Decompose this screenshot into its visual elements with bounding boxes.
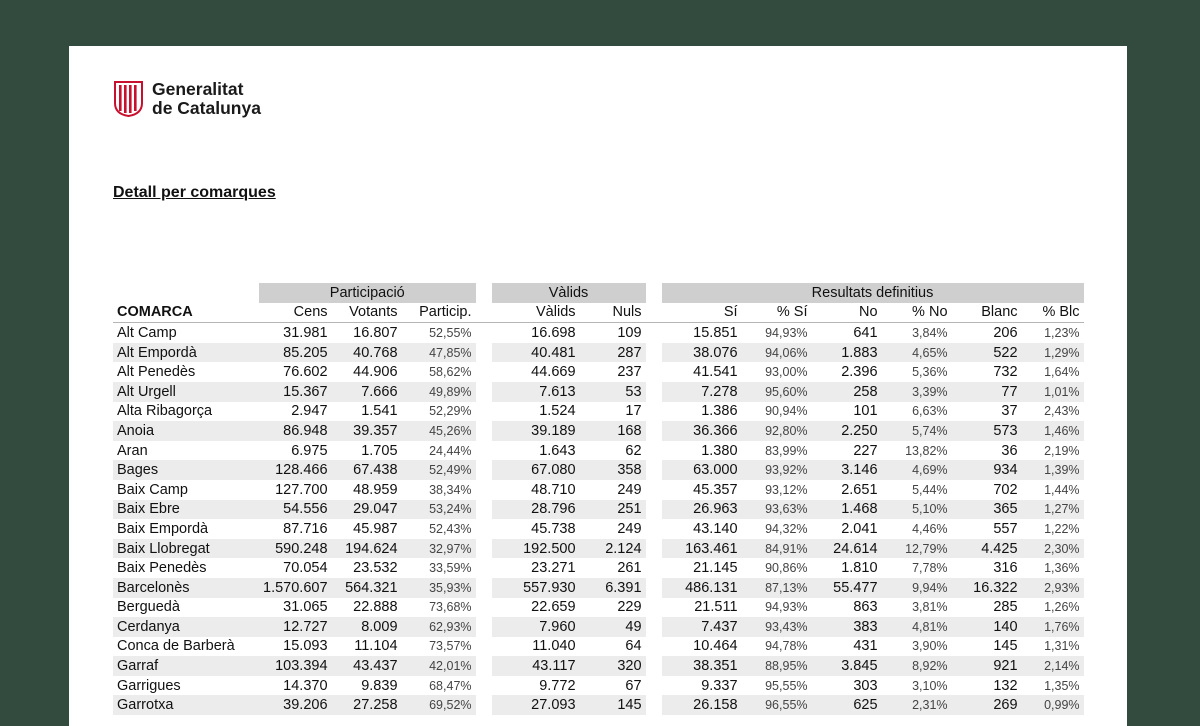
group-valids: Vàlids <box>492 283 646 303</box>
col-votants: Votants <box>332 303 402 323</box>
cell-votants: 7.666 <box>332 382 402 402</box>
col-si: Sí <box>662 303 742 323</box>
cell-si: 7.437 <box>662 617 742 637</box>
cell-pct-no: 12,79% <box>882 539 952 559</box>
cell-blanc: 269 <box>952 695 1022 715</box>
group-header-row <box>113 283 1084 303</box>
cell-no: 3.845 <box>812 656 882 676</box>
cell-particip: 52,55% <box>429 325 472 340</box>
col-pct-si: % Sí <box>742 303 812 323</box>
cell-no: 3.146 <box>812 460 882 480</box>
cell-si: 1.380 <box>701 442 738 459</box>
cell-particip: 62,93% <box>402 617 476 637</box>
cell-pct-si: 90,86% <box>765 561 808 576</box>
cell-nuls: 6.391 <box>580 578 646 598</box>
cell-valids: 44.669 <box>531 364 576 381</box>
cell-particip: 52,29% <box>429 404 472 419</box>
cell-particip: 53,24% <box>402 500 476 520</box>
cell-pct-blc: 1,23% <box>1044 325 1080 340</box>
cell-particip: 73,57% <box>429 639 472 654</box>
col-nuls: Nuls <box>580 303 646 323</box>
table-row <box>113 460 1084 480</box>
cell-si: 45.357 <box>693 481 738 498</box>
cell-pct-no: 5,36% <box>912 365 948 380</box>
cell-votants: 48.959 <box>353 481 398 498</box>
cell-pct-si: 84,91% <box>742 539 812 559</box>
cell-blanc: 16.322 <box>952 578 1022 598</box>
cell-votants: 8.009 <box>332 617 402 637</box>
cell-si: 21.145 <box>693 560 738 577</box>
table-row <box>113 519 1084 539</box>
cell-pct-no: 7,78% <box>912 561 948 576</box>
cell-valids: 48.710 <box>531 481 576 498</box>
cell-no: 1.810 <box>841 560 878 577</box>
cell-si: 41.541 <box>693 364 738 381</box>
table-row <box>113 617 1084 637</box>
cell-cens: 70.054 <box>283 560 328 577</box>
cell-cens: 54.556 <box>259 500 332 520</box>
cell-pct-si: 94,06% <box>742 343 812 363</box>
cell-pct-blc: 2,30% <box>1022 539 1084 559</box>
cell-si: 26.963 <box>662 500 742 520</box>
cell-no: 625 <box>812 695 882 715</box>
col-no: No <box>812 303 882 323</box>
cell-si: 36.366 <box>662 421 742 441</box>
cell-valids: 7.613 <box>492 382 580 402</box>
table-row <box>113 402 1084 422</box>
cell-cens: 6.975 <box>291 442 328 459</box>
cell-pct-no: 3,10% <box>912 678 948 693</box>
cell-cens: 128.466 <box>259 460 332 480</box>
cell-pct-no: 4,65% <box>882 343 952 363</box>
cell-valids: 1.643 <box>539 442 576 459</box>
col-comarca: COMARCA <box>113 303 259 323</box>
cell-no: 431 <box>853 638 878 655</box>
cell-comarca: Alt Empordà <box>113 343 259 363</box>
cell-no: 1.468 <box>812 500 882 520</box>
cell-nuls: 237 <box>617 364 642 381</box>
cell-no: 258 <box>812 382 882 402</box>
cell-votants: 29.047 <box>332 500 402 520</box>
cell-particip: 52,43% <box>429 521 472 536</box>
cell-pct-no: 3,90% <box>912 639 948 654</box>
cell-pct-blc: 2,43% <box>1044 404 1080 419</box>
cell-nuls: 62 <box>625 442 642 459</box>
cell-blanc: 37 <box>1001 403 1018 420</box>
cell-comarca: Alt Penedès <box>117 364 196 381</box>
cell-blanc: 702 <box>993 481 1018 498</box>
cell-cens: 15.093 <box>283 638 328 655</box>
cell-blanc: 365 <box>952 500 1022 520</box>
cell-cens: 103.394 <box>259 656 332 676</box>
cell-votants: 44.906 <box>353 364 398 381</box>
cell-blanc: 140 <box>952 617 1022 637</box>
cell-comarca: Baix Llobregat <box>113 539 259 559</box>
cell-valids: 22.659 <box>531 599 576 616</box>
cell-si: 63.000 <box>662 460 742 480</box>
cell-pct-no: 9,94% <box>882 578 952 598</box>
table-row <box>113 695 1084 715</box>
cell-pct-blc: 1,31% <box>1044 639 1080 654</box>
table-row <box>113 500 1084 520</box>
col-cens: Cens <box>259 303 332 323</box>
cell-no: 863 <box>853 599 878 616</box>
table-row <box>113 441 1084 461</box>
cell-cens: 86.948 <box>259 421 332 441</box>
cell-pct-si: 83,99% <box>765 443 808 458</box>
group-participacio: Participació <box>259 283 476 303</box>
cell-blanc: 206 <box>993 324 1018 341</box>
cell-valids: 16.698 <box>531 324 576 341</box>
table-row <box>113 362 1084 382</box>
cell-votants: 1.541 <box>361 403 398 420</box>
cell-nuls: 49 <box>580 617 646 637</box>
table-row <box>113 343 1084 363</box>
cell-pct-no: 8,92% <box>882 656 952 676</box>
table-row <box>113 323 1084 343</box>
cell-pct-blc: 0,99% <box>1022 695 1084 715</box>
cell-no: 24.614 <box>812 539 882 559</box>
cell-nuls: 145 <box>580 695 646 715</box>
cell-no: 641 <box>853 324 878 341</box>
cell-blanc: 573 <box>952 421 1022 441</box>
cell-pct-si: 88,95% <box>742 656 812 676</box>
cell-pct-no: 6,63% <box>912 404 948 419</box>
org-name-line1: Generalitat <box>152 79 244 99</box>
cell-blanc: 934 <box>952 460 1022 480</box>
cell-si: 21.511 <box>694 599 738 616</box>
cell-cens: 39.206 <box>259 695 332 715</box>
cell-pct-si: 93,63% <box>742 500 812 520</box>
cell-blanc: 921 <box>952 656 1022 676</box>
col-pct-blc: % Blc <box>1022 303 1084 323</box>
cell-valids: 28.796 <box>492 500 580 520</box>
cell-particip: 69,52% <box>402 695 476 715</box>
table-row <box>113 637 1084 657</box>
results-body <box>113 323 1084 715</box>
cell-particip: 24,44% <box>429 443 472 458</box>
cell-pct-blc: 1,01% <box>1022 382 1084 402</box>
cell-blanc: 145 <box>993 638 1018 655</box>
cell-comarca: Aran <box>117 442 148 459</box>
cell-valids: 67.080 <box>492 460 580 480</box>
cell-si: 9.337 <box>701 677 738 694</box>
cell-valids: 23.271 <box>531 560 576 577</box>
cell-particip: 52,49% <box>402 460 476 480</box>
cell-nuls: 251 <box>580 500 646 520</box>
section-title: Detall per comarques <box>113 184 276 201</box>
cell-pct-no: 3,81% <box>912 600 948 615</box>
cell-nuls: 17 <box>625 403 642 420</box>
table-row <box>113 598 1084 618</box>
cell-si: 7.278 <box>662 382 742 402</box>
generalitat-logo <box>113 80 261 118</box>
cell-nuls: 67 <box>625 677 642 694</box>
table-row <box>113 480 1084 500</box>
cell-si: 10.464 <box>693 638 738 655</box>
cell-particip: 58,62% <box>429 365 472 380</box>
cell-comarca: Anoia <box>113 421 259 441</box>
cell-votants: 194.624 <box>332 539 402 559</box>
cell-pct-no: 4,69% <box>882 460 952 480</box>
cell-nuls: 249 <box>617 481 642 498</box>
cell-pct-si: 87,13% <box>742 578 812 598</box>
table-row <box>113 382 1084 402</box>
cell-comarca: Alta Ribagorça <box>117 403 213 420</box>
group-resultats: Resultats definitius <box>662 283 1084 303</box>
cell-nuls: 53 <box>580 382 646 402</box>
cell-valids: 43.117 <box>492 656 580 676</box>
cell-pct-si: 90,94% <box>765 404 808 419</box>
cell-pct-blc: 1,64% <box>1044 365 1080 380</box>
cell-valids: 45.738 <box>531 520 576 537</box>
cell-nuls: 287 <box>580 343 646 363</box>
cell-particip: 35,93% <box>402 578 476 598</box>
results-table <box>113 283 1084 715</box>
cell-particip: 49,89% <box>402 382 476 402</box>
col-valids: Vàlids <box>492 303 580 323</box>
cell-particip: 38,34% <box>429 482 472 497</box>
cell-valids: 27.093 <box>492 695 580 715</box>
cell-no: 383 <box>812 617 882 637</box>
cell-no: 303 <box>853 677 878 694</box>
col-blanc: Blanc <box>952 303 1022 323</box>
cell-comarca: Bages <box>113 460 259 480</box>
cell-comarca: Barcelonès <box>113 578 259 598</box>
cell-pct-blc: 1,44% <box>1044 482 1080 497</box>
cell-no: 2.041 <box>841 520 878 537</box>
cell-comarca: Conca de Barberà <box>117 638 235 655</box>
cell-no: 101 <box>853 403 878 420</box>
cell-pct-si: 95,55% <box>765 678 808 693</box>
cell-pct-blc: 1,27% <box>1022 500 1084 520</box>
cell-pct-blc: 2,19% <box>1044 443 1080 458</box>
cell-nuls: 168 <box>580 421 646 441</box>
cell-si: 15.851 <box>693 324 738 341</box>
cell-pct-no: 13,82% <box>905 443 948 458</box>
cell-votants: 45.987 <box>353 520 398 537</box>
cell-cens: 76.602 <box>283 364 328 381</box>
cell-si: 163.461 <box>662 539 742 559</box>
cell-pct-blc: 1,46% <box>1022 421 1084 441</box>
cell-nuls: 64 <box>625 638 642 655</box>
cell-pct-blc: 1,26% <box>1044 600 1080 615</box>
cell-particip: 33,59% <box>429 561 472 576</box>
cell-comarca: Baix Ebre <box>113 500 259 520</box>
cell-pct-blc: 1,22% <box>1044 521 1080 536</box>
table-row <box>113 656 1084 676</box>
cell-si: 486.131 <box>662 578 742 598</box>
cell-pct-si: 93,92% <box>742 460 812 480</box>
cell-pct-si: 95,60% <box>742 382 812 402</box>
cell-no: 2.250 <box>812 421 882 441</box>
senyera-emblem-icon <box>113 81 144 117</box>
cell-votants: 67.438 <box>332 460 402 480</box>
cell-cens: 87.716 <box>283 520 328 537</box>
cell-blanc: 557 <box>993 520 1018 537</box>
cell-pct-no: 5,10% <box>882 500 952 520</box>
cell-comarca: Garraf <box>113 656 259 676</box>
cell-pct-blc: 2,93% <box>1022 578 1084 598</box>
cell-no: 2.651 <box>841 481 878 498</box>
cell-votants: 23.532 <box>353 560 398 577</box>
cell-nuls: 109 <box>617 324 642 341</box>
cell-blanc: 522 <box>952 343 1022 363</box>
cell-pct-si: 94,32% <box>765 521 808 536</box>
cell-valids: 557.930 <box>492 578 580 598</box>
cell-comarca: Baix Camp <box>117 481 188 498</box>
cell-blanc: 285 <box>993 599 1018 616</box>
cell-comarca: Baix Penedès <box>117 560 207 577</box>
cell-votants: 1.705 <box>361 442 398 459</box>
column-header-row <box>113 303 1084 323</box>
cell-comarca: Garrigues <box>117 677 181 694</box>
cell-valids: 40.481 <box>492 343 580 363</box>
cell-valids: 9.772 <box>539 677 576 694</box>
cell-pct-si: 94,78% <box>765 639 808 654</box>
cell-valids: 7.960 <box>492 617 580 637</box>
cell-votants: 11.104 <box>354 638 398 655</box>
cell-blanc: 132 <box>993 677 1018 694</box>
cell-pct-blc: 1,76% <box>1022 617 1084 637</box>
cell-cens: 31.981 <box>283 324 328 341</box>
cell-comarca: Cerdanya <box>113 617 259 637</box>
cell-blanc: 316 <box>993 560 1018 577</box>
cell-votants: 39.357 <box>332 421 402 441</box>
cell-pct-si: 92,80% <box>742 421 812 441</box>
cell-pct-blc: 1,36% <box>1044 561 1080 576</box>
cell-pct-si: 93,12% <box>765 482 808 497</box>
cell-pct-si: 94,93% <box>765 325 808 340</box>
cell-cens: 1.570.607 <box>259 578 332 598</box>
cell-pct-si: 96,55% <box>742 695 812 715</box>
table-row <box>113 676 1084 696</box>
cell-comarca: Garrotxa <box>113 695 259 715</box>
cell-blanc: 732 <box>993 364 1018 381</box>
cell-cens: 590.248 <box>259 539 332 559</box>
cell-no: 227 <box>853 442 878 459</box>
col-particip: Particip. <box>402 303 476 323</box>
table-row <box>113 578 1084 598</box>
cell-blanc: 4.425 <box>952 539 1022 559</box>
org-name <box>152 80 261 118</box>
cell-nuls: 2.124 <box>580 539 646 559</box>
cell-si: 43.140 <box>693 520 738 537</box>
cell-pct-si: 94,93% <box>765 600 808 615</box>
cell-particip: 42,01% <box>402 656 476 676</box>
cell-pct-blc: 1,29% <box>1022 343 1084 363</box>
cell-pct-si: 93,43% <box>742 617 812 637</box>
cell-blanc: 77 <box>952 382 1022 402</box>
cell-comarca: Baix Empordà <box>117 520 209 537</box>
cell-pct-blc: 1,39% <box>1022 460 1084 480</box>
cell-votants: 27.258 <box>332 695 402 715</box>
cell-nuls: 229 <box>617 599 642 616</box>
cell-comarca: Berguedà <box>117 599 180 616</box>
table-row <box>113 421 1084 441</box>
cell-nuls: 320 <box>580 656 646 676</box>
cell-cens: 14.370 <box>283 677 328 694</box>
cell-nuls: 249 <box>617 520 642 537</box>
cell-particip: 32,97% <box>402 539 476 559</box>
cell-pct-si: 93,00% <box>765 365 808 380</box>
cell-nuls: 358 <box>580 460 646 480</box>
cell-valids: 192.500 <box>492 539 580 559</box>
cell-valids: 1.524 <box>539 403 576 420</box>
cell-pct-no: 3,39% <box>882 382 952 402</box>
cell-particip: 73,68% <box>429 600 472 615</box>
cell-no: 55.477 <box>812 578 882 598</box>
cell-cens: 127.700 <box>275 481 328 498</box>
cell-no: 2.396 <box>841 364 878 381</box>
cell-cens: 12.727 <box>259 617 332 637</box>
cell-votants: 43.437 <box>332 656 402 676</box>
cell-particip: 45,26% <box>402 421 476 441</box>
cell-pct-no: 5,74% <box>882 421 952 441</box>
cell-votants: 564.321 <box>332 578 402 598</box>
cell-cens: 31.065 <box>283 599 328 616</box>
cell-pct-blc: 2,14% <box>1022 656 1084 676</box>
table-row <box>113 539 1084 559</box>
cell-si: 26.158 <box>662 695 742 715</box>
cell-pct-no: 4,46% <box>912 521 948 536</box>
col-pct-no: % No <box>882 303 952 323</box>
cell-si: 38.351 <box>662 656 742 676</box>
cell-comarca: Alt Camp <box>117 324 177 341</box>
cell-cens: 85.205 <box>259 343 332 363</box>
cell-pct-no: 3,84% <box>912 325 948 340</box>
cell-pct-blc: 1,35% <box>1044 678 1080 693</box>
cell-blanc: 36 <box>1001 442 1018 459</box>
cell-si: 38.076 <box>662 343 742 363</box>
cell-votants: 9.839 <box>361 677 398 694</box>
cell-pct-no: 4,81% <box>882 617 952 637</box>
cell-pct-no: 5,44% <box>912 482 948 497</box>
cell-votants: 16.807 <box>353 324 398 341</box>
cell-cens: 2.947 <box>291 403 328 420</box>
org-name-line2: de Catalunya <box>152 98 261 118</box>
cell-valids: 11.040 <box>532 638 576 655</box>
cell-si: 1.386 <box>701 403 738 420</box>
table-row <box>113 558 1084 578</box>
cell-no: 1.883 <box>812 343 882 363</box>
document-page <box>69 46 1127 726</box>
cell-votants: 40.768 <box>332 343 402 363</box>
cell-particip: 68,47% <box>429 678 472 693</box>
cell-votants: 22.888 <box>353 599 398 616</box>
cell-comarca: Alt Urgell <box>113 382 259 402</box>
cell-pct-no: 2,31% <box>882 695 952 715</box>
cell-particip: 47,85% <box>402 343 476 363</box>
cell-valids: 39.189 <box>492 421 580 441</box>
cell-cens: 15.367 <box>259 382 332 402</box>
cell-nuls: 261 <box>617 560 642 577</box>
